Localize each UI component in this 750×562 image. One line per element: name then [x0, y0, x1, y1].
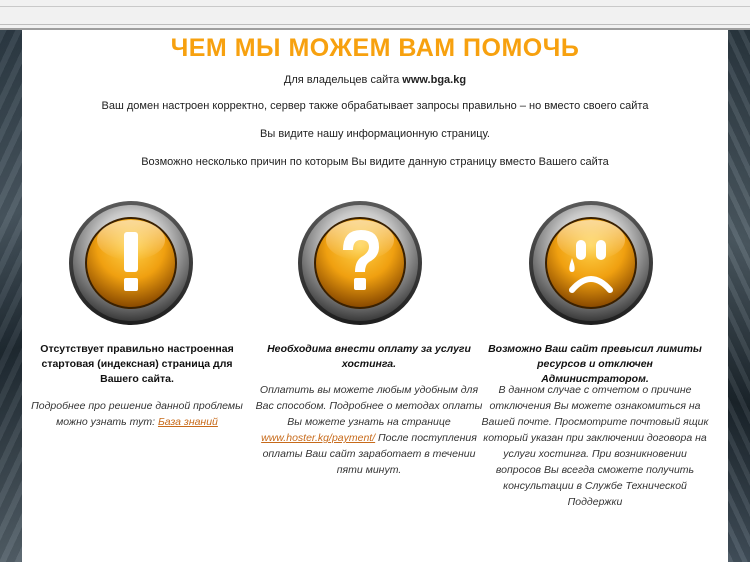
payment-link[interactable]: www.hoster.kg/payment/	[261, 432, 376, 444]
content-panel	[22, 30, 728, 562]
top-divider	[0, 6, 750, 7]
intro-line-1: Ваш домен настроен корректно, сервер также обрабатывает запросы правильно – но вместо своего сайта	[101, 100, 649, 112]
owners-line	[22, 74, 728, 86]
site-domain: www.bga.kg	[402, 74, 467, 86]
reason-2-text	[254, 382, 484, 478]
question-icon	[297, 200, 423, 326]
sad-face-icon	[528, 200, 654, 326]
reason-2-heading: Необходима внести оплату за услуги хостинга.	[267, 343, 471, 370]
reason-1-body: Подробнее про решение данной проблемы можно узнать тут:	[31, 400, 243, 428]
reason-2-body-end: После поступления оплаты Ваш сайт заработает в течении пяти минут.	[262, 432, 477, 476]
background-right-edge	[728, 30, 750, 562]
owners-prefix: Для владельцев сайта	[283, 74, 403, 86]
intro-line-3: Возможно несколько причин по которым Вы видите данную страницу вместо Вашего сайта	[141, 156, 609, 168]
reason-3-text: В данном случае с отчетом о причине отключения Вы можете ознакомиться на Вашей почте. Просмотрите почтовый ящик который указан при заключении договора на услуги хостинга. При возникновении вопросов Вы всегда сможете получить консультации в Службе Технической Поддержки	[481, 384, 709, 508]
intro-line-2: Вы видите нашу информационную страницу.	[260, 128, 490, 140]
reason-1-heading: Отсутствует правильно настроенная стартовая (индексная) страница для Вашего сайта.	[40, 343, 234, 385]
exclamation-icon	[68, 200, 194, 326]
browser-top-bar	[0, 0, 750, 30]
top-divider	[0, 24, 750, 25]
reason-2-body-start: Оплатить вы можете любым удобным для Вас способом. Подробнее о методах оплаты Вы можете узнать на странице	[255, 384, 483, 428]
page-title: ЧЕМ МЫ МОЖЕМ ВАМ ПОМОЧЬ	[170, 34, 580, 62]
reason-3-heading: Возможно Ваш сайт превысил лимиты ресурсов и отключен Администратором.	[488, 343, 702, 385]
background-left-edge	[0, 30, 22, 562]
reason-1-text	[22, 398, 252, 430]
knowledge-base-link[interactable]: База знаний	[157, 416, 218, 428]
